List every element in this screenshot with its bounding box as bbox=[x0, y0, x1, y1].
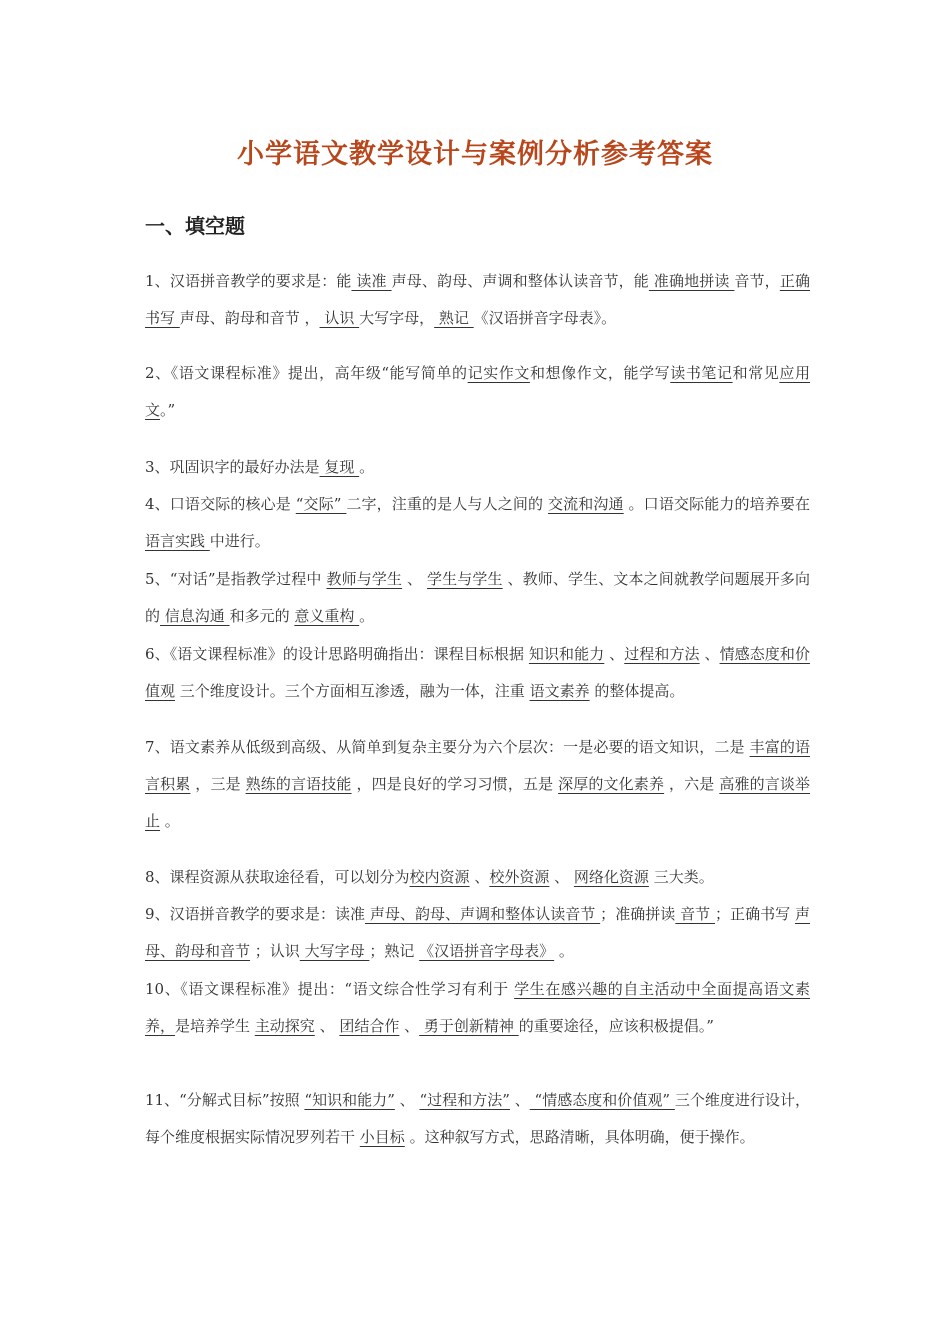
answer-blank: 语文素养 bbox=[529, 682, 590, 700]
question-text: 的重要途径，应该积极提倡。” bbox=[518, 1017, 714, 1035]
answer-blank: 声母、韵母、声调和整体认读音节 bbox=[365, 905, 601, 923]
question-9 bbox=[145, 896, 810, 970]
answer-blank: 网络化资源 bbox=[573, 868, 649, 886]
answer-blank: 复现 bbox=[319, 458, 360, 476]
section-heading: 一、填空题 bbox=[145, 214, 245, 238]
answer-blank: “交际” bbox=[295, 495, 347, 513]
question-text: 、 bbox=[549, 868, 574, 886]
question-text: 二字，注重的是人与人之间的 bbox=[346, 495, 548, 513]
question-text: 的整体提高。 bbox=[589, 682, 685, 700]
question-text: 、 bbox=[604, 645, 625, 663]
question-text: 和常见 bbox=[732, 364, 780, 382]
question-text: 大写字母， bbox=[359, 309, 435, 327]
answer-blank: “知识和能力” bbox=[304, 1091, 395, 1109]
question-text: 。 bbox=[554, 942, 574, 960]
question-text: 三个维度进行设计，每个维度根据实际情况罗列若干 bbox=[145, 1091, 810, 1146]
question-text: 10、《语文课程标准》提出：“语文综合性学习有利于 bbox=[145, 980, 515, 998]
answer-blank: 小目标 bbox=[359, 1128, 405, 1146]
answer-blank: 高雅的言谈举止 bbox=[145, 775, 810, 830]
question-text: 《汉语拼音字母表》。 bbox=[473, 309, 617, 327]
question-text: 和想像作文，能学写 bbox=[529, 364, 671, 382]
question-text: 。口语交际能力的培养要在 bbox=[623, 495, 810, 513]
question-text: 5、“对话”是指教学过程中 bbox=[145, 570, 327, 588]
answer-blank: 熟练的言语技能 bbox=[245, 775, 352, 793]
answer-blank: 过程和方法 bbox=[624, 645, 700, 663]
answer-blank: 学生与学生 bbox=[427, 570, 503, 588]
question-text: ；准确拼读 bbox=[600, 905, 676, 923]
question-text: 、教师、学生、文本之间就教学问题展开多向的 bbox=[145, 570, 810, 625]
answer-blank: 意义重构 bbox=[294, 607, 360, 625]
answer-blank: 语言实践 bbox=[145, 532, 210, 550]
question-text: 3、巩固识字的最好办法是 bbox=[145, 458, 320, 476]
answer-blank: 准确地拼读 bbox=[648, 272, 735, 290]
question-text: 1、汉语拼音教学的要求是：能 bbox=[145, 272, 352, 290]
question-text: 三个维度设计。三个方面相互渗透，融为一体，注重 bbox=[175, 682, 530, 700]
question-11 bbox=[145, 1082, 810, 1156]
question-text: 是培养学生 bbox=[175, 1017, 255, 1035]
question-4 bbox=[145, 486, 810, 560]
question-text: 和多元的 bbox=[229, 607, 295, 625]
answer-blank: 《汉语拼音字母表》 bbox=[419, 942, 555, 960]
answer-blank: 认识 bbox=[319, 309, 360, 327]
question-text: 6、《语文课程标准》的设计思路明确指出：课程目标根据 bbox=[145, 645, 529, 663]
answer-blank: 应用文 bbox=[145, 364, 810, 419]
answer-blank: 熟记 bbox=[434, 309, 474, 327]
answer-blank: 深厚的文化素养 bbox=[558, 775, 665, 793]
answer-blank: 读书笔记 bbox=[670, 364, 733, 382]
question-text: 2、《语文课程标准》提出，高年级“能写简单的 bbox=[145, 364, 468, 382]
question-text: 、 bbox=[394, 1091, 420, 1109]
answer-blank: “情感态度和价值观” bbox=[529, 1091, 675, 1109]
question-text: 。这种叙写方式，思路清晰，具体明确，便于操作。 bbox=[404, 1128, 755, 1146]
question-text: 。 bbox=[359, 607, 375, 625]
question-text: 、 bbox=[509, 1091, 530, 1109]
question-text: ，三是 bbox=[190, 775, 246, 793]
answer-blank: 校外资源 bbox=[489, 868, 550, 886]
question-3 bbox=[145, 449, 810, 486]
answer-blank: 主动探究 bbox=[254, 1017, 315, 1035]
question-text: 。 bbox=[160, 812, 180, 830]
question-2 bbox=[145, 355, 810, 429]
question-7 bbox=[145, 729, 810, 840]
question-10 bbox=[145, 971, 810, 1045]
question-8 bbox=[145, 859, 810, 896]
question-text: 。” bbox=[160, 401, 176, 419]
question-text: 、 bbox=[469, 868, 490, 886]
answer-blank: 读准 bbox=[351, 272, 392, 290]
question-text: 。 bbox=[359, 458, 375, 476]
answer-blank: 交流和沟通 bbox=[548, 495, 624, 513]
question-text: 4、口语交际的核心是 bbox=[145, 495, 296, 513]
question-text: 、 bbox=[402, 570, 427, 588]
question-text: ；熟记 bbox=[369, 942, 420, 960]
question-text: 三大类。 bbox=[648, 868, 714, 886]
answer-blank: 声母、韵母和音节 bbox=[145, 905, 810, 960]
answer-blank: “过程和方法” bbox=[419, 1091, 510, 1109]
question-1 bbox=[145, 263, 810, 337]
question-text: 、 bbox=[314, 1017, 340, 1035]
question-text: 11、“分解式目标”按照 bbox=[145, 1091, 305, 1109]
answer-blank: 知识和能力 bbox=[528, 645, 605, 663]
question-text: 、 bbox=[399, 1017, 420, 1035]
answer-blank: 团结合作 bbox=[339, 1017, 400, 1035]
answer-blank: 记实作文 bbox=[467, 364, 530, 382]
question-text: 音节， bbox=[734, 272, 780, 290]
answer-blank: 教师与学生 bbox=[326, 570, 403, 588]
answer-blank: 大写字母 bbox=[299, 942, 370, 960]
question-text: 中进行。 bbox=[209, 532, 270, 550]
document-title: 小学语文教学设计与案例分析参考答案 bbox=[237, 139, 713, 170]
question-text: ，六是 bbox=[664, 775, 720, 793]
question-text: ；正确书写 bbox=[715, 905, 795, 923]
answer-blank: 情感态度和价值观 bbox=[145, 645, 810, 700]
answer-blank: 丰富的语言积累 bbox=[145, 738, 810, 793]
question-text: 7、语文素养从低级到高级、从简单到复杂主要分为六个层次：一是必要的语文知识，二是 bbox=[145, 738, 750, 756]
question-6 bbox=[145, 636, 810, 710]
question-text: ，四是良好的学习习惯，五是 bbox=[351, 775, 559, 793]
answer-blank: 勇于创新精神 bbox=[419, 1017, 519, 1035]
question-text: 8、课程资源从获取途径看，可以划分为 bbox=[145, 868, 410, 886]
question-text: 声母、韵母和音节 ， bbox=[179, 309, 320, 327]
question-text: ；认识 bbox=[250, 942, 300, 960]
question-text: 、 bbox=[699, 645, 720, 663]
question-text: 9、汉语拼音教学的要求是：读准 bbox=[145, 905, 366, 923]
answer-blank: 校内资源 bbox=[409, 868, 470, 886]
answer-blank: 信息沟通 bbox=[160, 607, 230, 625]
answer-blank: 正确书写 bbox=[145, 272, 810, 327]
answer-blank: 音节 bbox=[675, 905, 715, 923]
question-text: 声母、韵母、声调和整体认读音节，能 bbox=[391, 272, 649, 290]
question-5 bbox=[145, 561, 810, 635]
answer-blank: 学生在感兴趣的自主活动中全面提高语文素养， bbox=[145, 980, 810, 1035]
